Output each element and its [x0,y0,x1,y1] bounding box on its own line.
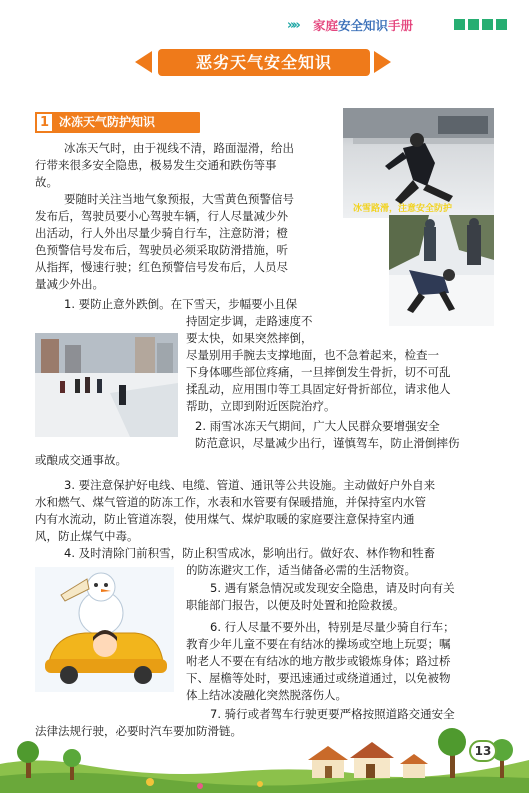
photo-caption: 冰雪路滑，注意安全防护 [353,204,453,214]
header-title-part-a: 家庭 [313,18,339,33]
text-line: 故。 [35,175,58,189]
text-line: 7. 骑行或者驾车行驶更要严格按照道路交通安全 [210,707,455,721]
text-line: 下身体哪些部位疼痛，一旦摔倒发生骨折，切不可乱 [186,365,451,379]
text-line: 的防冻避灾工作，适当储备必需的生活物资。 [186,563,416,577]
text-line: 帮助，立即到附近医院治疗。 [186,399,336,413]
para-item-4-cont [186,562,494,579]
text-line: 持固定步调，走路速度不 [186,314,313,328]
para-item-3 [35,477,494,545]
header-title [313,16,413,34]
text-line: 色预警信号发布后，驾驶员必须采取防滑措施，听 [35,243,288,257]
text-line: 教育少年儿童不要在有结冰的操场或空地上玩耍；嘱 [186,637,451,651]
header-square-2 [468,19,479,30]
text-line: 冰冻天气时，由于视线不清，路面湿滑，给出 [64,141,294,155]
text-line: 风，防止煤气中毒。 [35,529,139,543]
text-line: 下、屋檐等处时，要迅速通过或绕道通过，以免被物 [186,671,451,685]
text-line: 5. 遇有紧急情况或发现安全隐患，请及时向有关 [210,581,455,595]
header-chevrons: »» [287,18,298,33]
text-line: 防范意识，尽量减少出行，谨慎驾车，防止滑倒摔伤 [195,436,460,450]
text-line: 揉乱动，应用围巾等工具固定好骨折部位，请求他人 [186,382,451,396]
section-heading [35,112,200,133]
text-line: 咐老人不要在有结冰的地方散步或锻炼身体；路过桥 [186,654,451,668]
illustration-snowman-car [35,567,174,692]
page-title: 恶劣天气安全知识 [158,49,370,76]
section-number: 1 [35,112,54,133]
para-item-6 [210,619,494,636]
text-line: 尽量别用手腕去支撑地面，也不急着起来，检查一 [186,348,439,362]
text-line: 水和燃气、煤气管道的防冻工作，水表和水管要有保暖措施，并保持室内水管 [35,495,426,509]
para-item-5 [210,580,494,597]
text-line: 发布后，驾驶员要小心驾驶车辆，行人尽量减少外 [35,209,288,223]
photo-slipping-street [343,108,494,218]
text-line: 6. 行人尽量不要外出，特别是尽量少骑自行车； [210,620,455,634]
para-item-5-cont [186,597,494,614]
section-title: 冰冻天气防护知识 [59,115,156,129]
photo-snowy-plaza [35,333,178,437]
para-item-6-cont [186,636,494,704]
text-line: 法律法规行驶，必要时汽车要加防滑链。 [35,724,242,738]
text-line: 3. 要注意保护好电线、电缆、管道、通讯等公共设施。主动做好户外自来 [64,478,436,492]
text-line: 职能部门报告，以便及时处置和抢险救援。 [186,598,405,612]
text-line: 从指挥，慢速行驶；红色预警信号发布后，人员尽 [35,260,288,274]
para-item-2 [195,418,494,452]
header-title-part-b: 安全知识 [338,18,389,33]
para-warning [64,191,336,208]
banner-right-arrow-icon [374,51,391,73]
text-line: 4. 及时清除门前积雪，防止积雪成冰，影响出行。做好农、林作物和牲畜 [64,546,436,560]
header-title-part-c: 手册 [388,18,414,33]
banner-left-arrow-icon [135,51,152,73]
text-line: 体上结冰凌融化突然脱落伤人。 [186,688,347,702]
header-square-1 [454,19,465,30]
text-line: 要太快，如果突然摔倒， [186,331,313,345]
para-item-1-body [186,347,494,415]
header-square-4 [496,19,507,30]
para-item-1-head [64,296,354,313]
para-item-4 [64,545,494,562]
text-line: 1. 要防止意外跌倒。在下雪天，步幅要小且保 [64,297,298,311]
text-line: 要随时关注当地气象预报，大雪黄色预警信号 [64,192,294,206]
text-line: 2. 雨雪冰冻天气期间，广大人民群众要增强安全 [195,419,440,433]
photo-falling-snow [389,215,494,326]
header-square-3 [482,19,493,30]
text-line: 内有水流动，防止管道冻裂，使用煤气、煤炉取暖的家庭要注意保持室内通 [35,512,415,526]
text-line: 出活动，行人外出尽量少骑自行车，注意防滑；橙 [35,226,288,240]
para-item-1-wrap [186,313,356,347]
page-number: 13 [469,740,497,762]
text-line: 量减少外出。 [35,277,104,291]
para-warning-cont [35,208,336,293]
footer-landscape [0,712,529,793]
text-line: 或酿成交通事故。 [35,453,127,467]
para-intro-cont [35,157,336,191]
para-intro [64,140,336,157]
para-item-2-cont [35,452,335,469]
text-line: 行带来很多安全隐患，极易发生交通和跌伤等事 [35,158,277,172]
